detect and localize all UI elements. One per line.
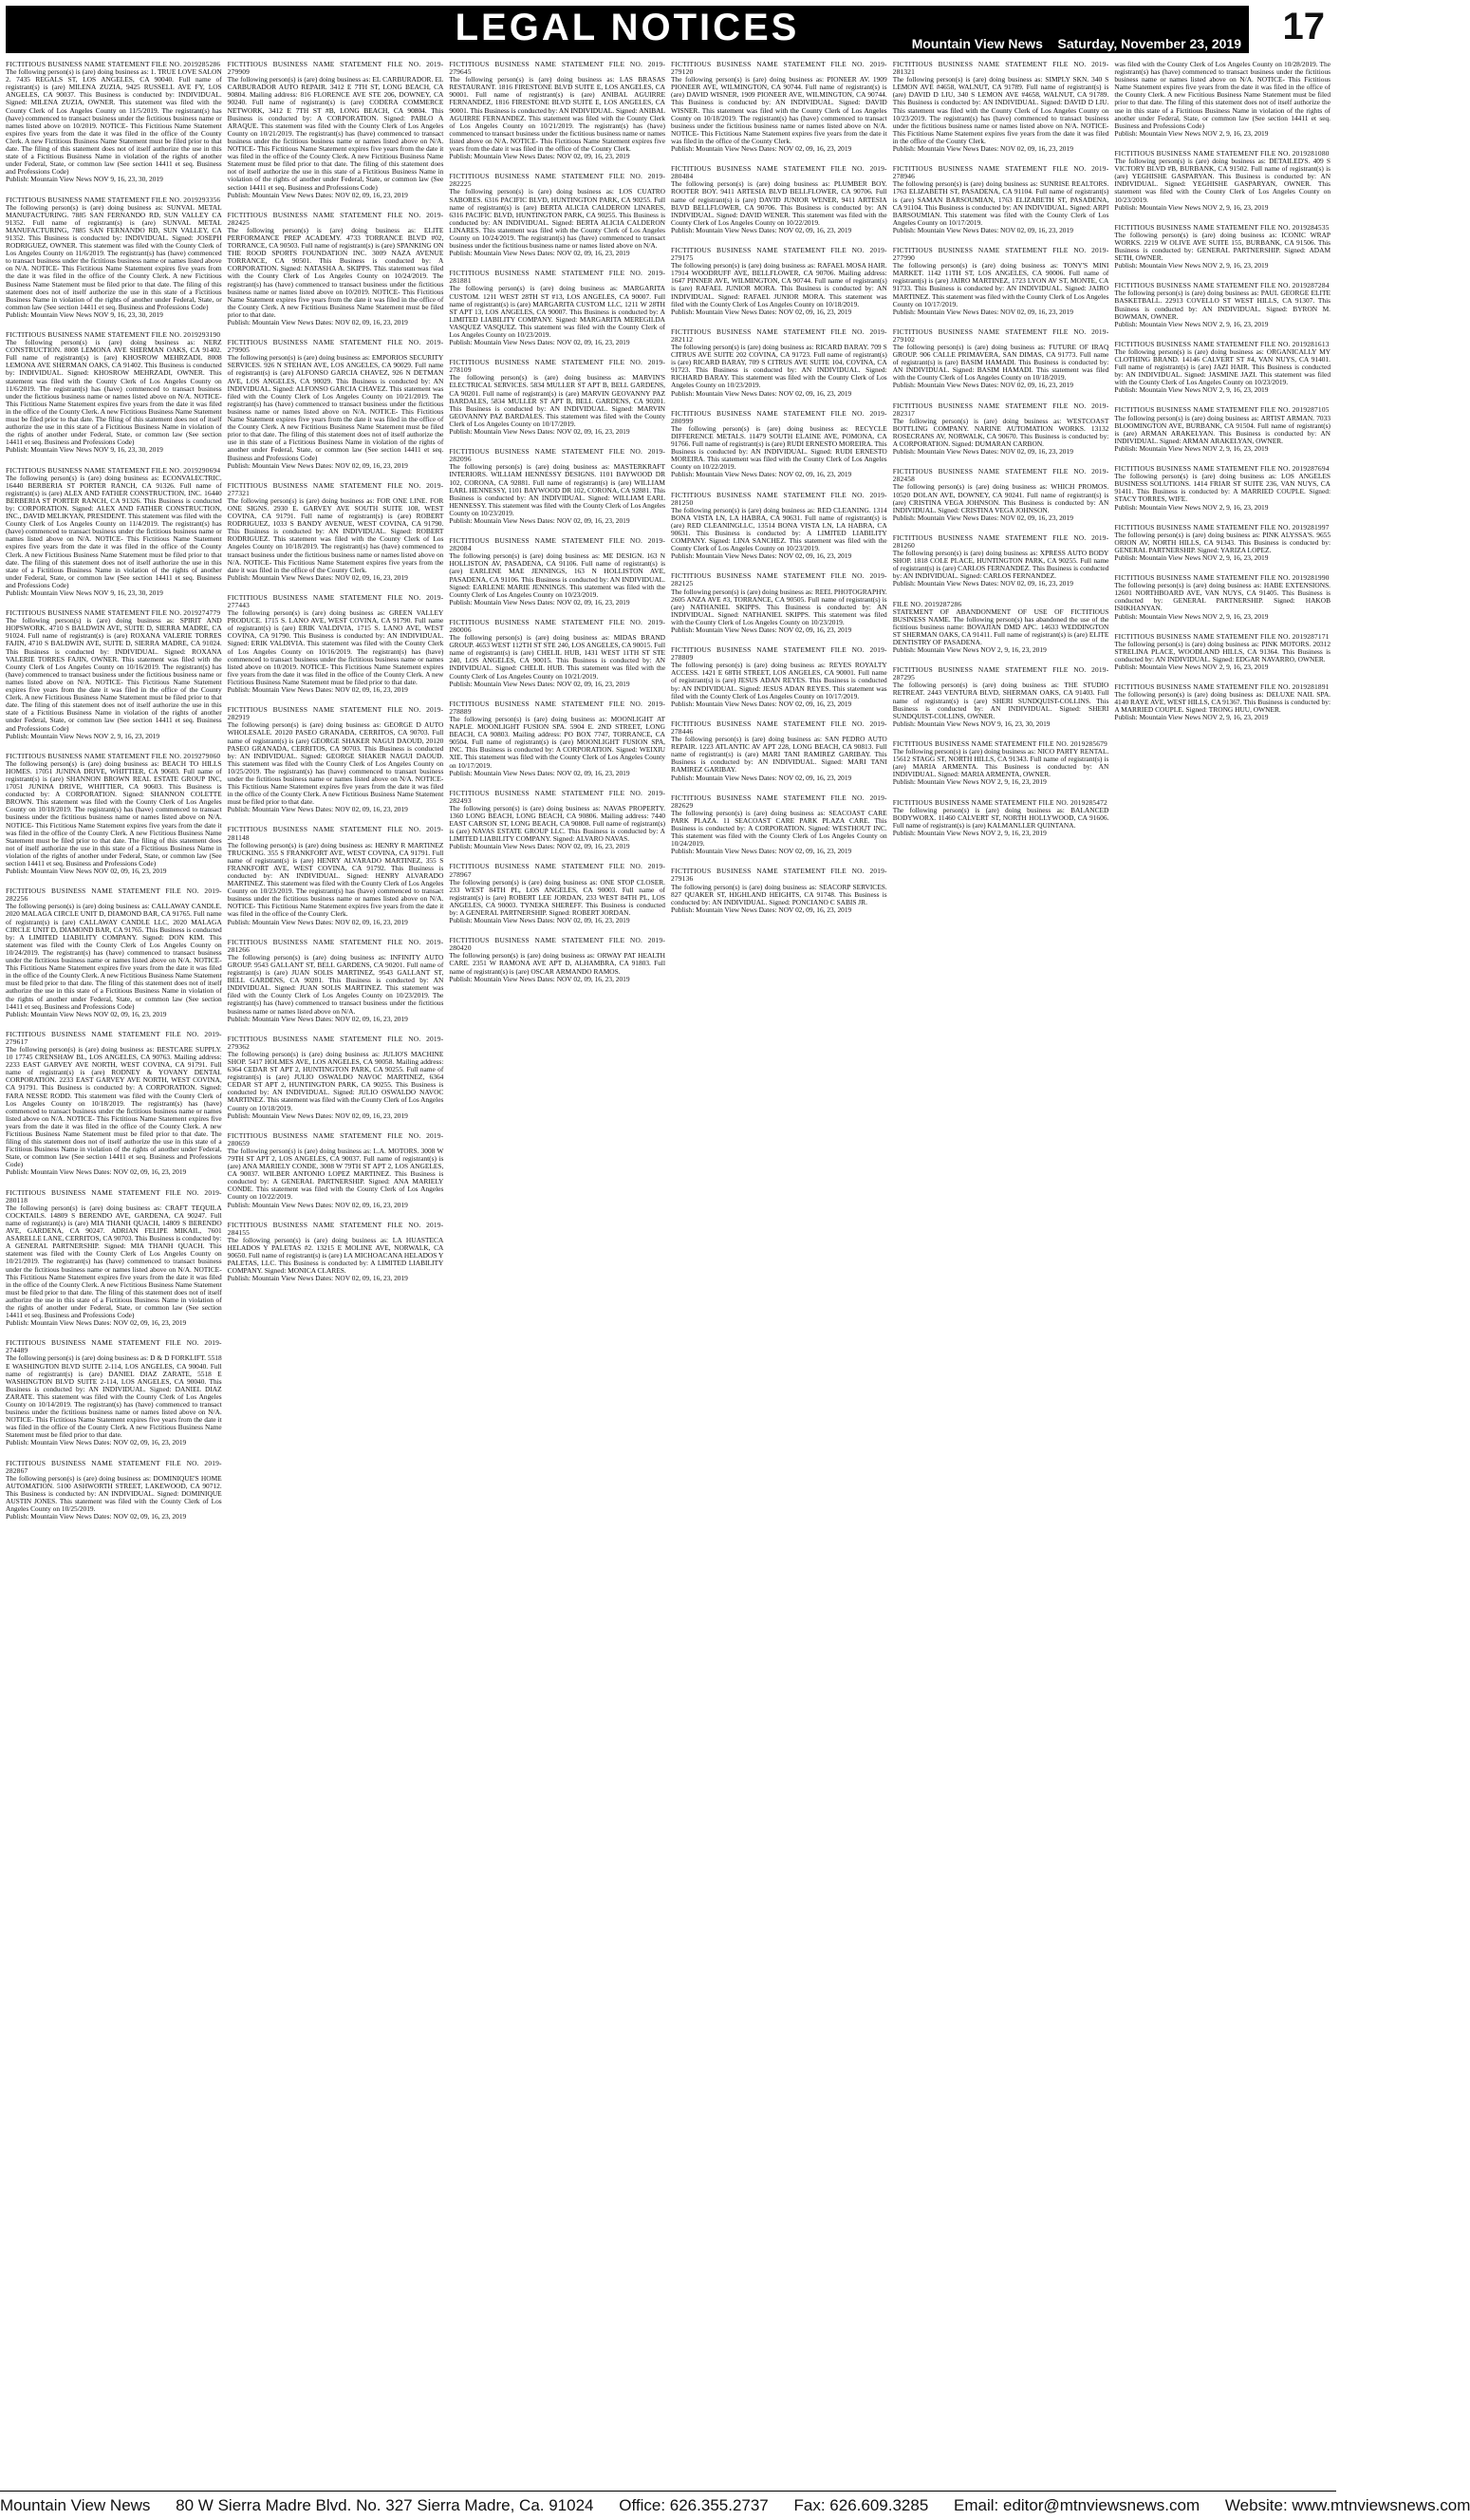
notice-publication-dates: Publish: Mountain View News Dates: NOV 02, 09, 16, 23, 2019 bbox=[6, 1167, 187, 1177]
legal-notice bbox=[1114, 406, 1330, 453]
footer-office: Office: 626.355.2737 bbox=[619, 2496, 769, 2514]
notice-title: FICTITIOUS BUSINESS NAME STATEMENT FILE NO. 2019-278446 bbox=[671, 719, 887, 736]
notice-publication-dates: Publish: Mountain View News Dates: NOV 02, 09, 16, 23, 2019 bbox=[449, 597, 630, 607]
legal-notice bbox=[1114, 224, 1330, 271]
legal-notice bbox=[671, 868, 887, 914]
notice-title: FICTITIOUS BUSINESS NAME STATEMENT FILE NO. 2019-279102 bbox=[892, 327, 1109, 344]
notice-body: was filed with the County Clerk of Los Angeles County on 10/28/2019. The registrant(s) has (have) commenced to transact business under the fictitious business name or names listed above on N/A. NOTICE- This Fictitious Name Statement expires five years from the date it was filed in the office of the County Clerk. A new Fictitious Business Name Statement must be filed prior to that date. The filing of this statement does not of itself authorize the use in this state of a Fictitious Business Name in violation of the rights of another under Federal, State, or common law (See section 14411 et seq. Business and Professions Code) bbox=[1114, 60, 1331, 130]
notice-publication-dates: Publish: Mountain View News NOV 9, 16, 23, 30, 2019 bbox=[892, 719, 1051, 728]
notice-title: FICTITIOUS BUSINESS NAME STATEMENT FILE NO. 2019-281266 bbox=[227, 937, 444, 954]
footer-address: 80 W Sierra Madre Blvd. No. 327 Sierra Madre, Ca. 91024 bbox=[176, 2496, 594, 2514]
notice-publication-dates: Publish: Mountain View News Dates: NOV 02, 09, 16, 23, 2019 bbox=[671, 625, 852, 634]
notice-publication-dates: Publish: Mountain View News NOV 9, 16, 23, 30, 2019 bbox=[6, 445, 163, 455]
legal-notice bbox=[893, 165, 1109, 234]
notice-body: The following person(s) is (are) doing business as: PLUMBER BOY. ROOTER BOY. 9411 ARTESIA BLVD BELLFLOWER, CA 90706. Full name of registrant(s) is (are) DAVID JUNIOR WENER, 9411 ARTESIA BLVD BELLFLOWER, CA 90706. This Business is conducted by: AN INDIVIDUAL. Signed: DAVID WENER. This statement was filed with the County Clerk of Los Angeles County on 10/22/2019. bbox=[671, 179, 887, 227]
notice-body: The following person(s) is (are) doing business as: HENRY R MARTINEZ TRUCKING. 355 S FRANKFORT AVE, WEST COVINA, CA 91791. Full name of registrant(s) is (are) HENRY ALVARADO MARTINEZ, 355 S FRANKFORT AVE, WEST COVINA, CA 91792. This Business is conducted by: AN INDIVIDUAL. Signed: HENRY ALVARADO MARTINEZ. This statement was filed with the County Clerk of Los Angeles County on 10/23/2019. The registrant(s) has (have) commenced to transact business under the fictitious business name or names listed above on N/A. NOTICE- This Fictitious Name Statement expires five years from the date it was filed in the office of the County Clerk. bbox=[227, 840, 444, 919]
legal-notice bbox=[449, 937, 665, 983]
legal-notice bbox=[671, 720, 887, 782]
notice-body: The following person(s) is (are) doing business as: ICONIC WRAP WORKS. 2219 W OLIVE AVE SUITE 155, BURBANK, CA 91506. This Business is conducted by: GENERAL PARTNERSHIP. Signed: ADAM SETH, OWNER. bbox=[1114, 230, 1331, 263]
legal-notice bbox=[6, 887, 222, 1018]
notice-publication-dates: Publish: Mountain View News Dates: NOV 02, 09, 16, 23, 2019 bbox=[449, 768, 630, 777]
notice-title: FICTITIOUS BUSINESS NAME STATEMENT FILE NO. 2019-274489 bbox=[6, 1338, 222, 1355]
notice-column bbox=[449, 61, 665, 2487]
notice-publication-dates: Publish: Mountain View News Dates: NOV 02, 09, 16, 23, 2019 bbox=[671, 551, 852, 561]
notice-title: FICTITIOUS BUSINESS NAME STATEMENT FILE NO. 2019-279645 bbox=[449, 60, 666, 77]
notice-body: The following person(s) is (are) doing business as: ECONVALECTRIC. 16440 BERBERIA ST PORTER RANCH, CA 91326. Full name of registrant(s) is (are) ALEX AND FATHER CONSTRUCTION, INC. 16440 BERBERIA ST PORTER RANCH, CA 91326. This Business is conducted by: CORPORATION. Signed: ALEX AND FATHER CONSTRUCTION, INC., DAVID MELIKYAN, PRESIDENT. This statement was filed with the County Clerk of Los Angeles County on 11/4/2019. The registrant(s) has (have) commenced to transact business under the fictitious business name or names listed above on N/A. NOTICE- This Fictitious Name Statement expires five years from the date it was filed in the office of the County Clerk. A new Fictitious Business Name Statement must be filed prior to that date. The filing of this statement does not of itself authorize the use in this state of a Fictitious Business Name in violation of the rights of another under Federal, State, or common law (See section 14411 et seq. Business and Professions Code) bbox=[6, 473, 222, 589]
notice-publication-dates: Publish: Mountain View News Dates: NOV 02, 09, 16, 23, 2019 bbox=[449, 427, 630, 437]
notice-title: FICTITIOUS BUSINESS NAME STATEMENT FILE NO. 2019-277321 bbox=[227, 480, 444, 497]
legal-notice bbox=[6, 61, 222, 184]
notice-title: FICTITIOUS BUSINESS NAME STATEMENT FILE NO. 2019281891 bbox=[1114, 682, 1330, 692]
legal-notice bbox=[1114, 341, 1330, 395]
notice-title: FICTITIOUS BUSINESS NAME STATEMENT FILE NO. 2019-282629 bbox=[671, 793, 887, 810]
notice-body: The following person(s) is (are) doing business as: SUNVAL METAL MANUFACTURING. 7885 SAN FERNANDO RD, SUN VALLEY CA 91352. Full name of registrant(s) is (are) SUNVAL METAL MANUFACTURING, 7885 SAN FERNANDO RD, SUN VALLEY, CA 91352. This Business is conducted by: INDIVIDUAL. Signed: JOSEPH RODRIGUEZ, OWNER. This statement was filed with the County Clerk of Los Angeles County on 11/6/2019. The registrant(s) has (have) commenced to transact business under the fictitious business name or names listed above on N/A. NOTICE- This Fictitious Name Statement expires five years from the date it was filed in the office of the County Clerk. A new Fictitious Business Name Statement must be filed prior to that date. The filing of this statement does not of itself authorize the use in this state of a Fictitious Business Name in violation of the rights of another under Federal, State, or common law (See section 14411 et seq. Business and Professions Code) bbox=[6, 202, 222, 311]
notice-body: The following person(s) is (are) doing business as: 1. TRUE LOVE SALON 2. 7435 REGALS ST, LOS ANGELES, CA 90040. Full name of registrant(s) is (are) MILENA ZUZIA, 9425 RUSSELL AVE FY, LOS ANGELES, CA 90037. This Business is conducted by: INDIVIDUAL. Signed: MILENA ZUZIA, OWNER. This statement was filed with the County Clerk of Los Angeles County on 11/5/2019. The registrant(s) has (have) commenced to transact business under the fictitious business name or names listed above on 10/2019. NOTICE- This Fictitious Name Statement expires five years from the date it was filed in the office of the County Clerk. A new Fictitious Business Name Statement must be filed prior to that date. The filing of this statement does not of itself authorize the use in this state of a Fictitious Business Name in violation of the rights of another under Federal, State, or common law (See section 14411 et seq. Business and Professions Code) bbox=[6, 67, 222, 177]
notice-body: The following person(s) is (are) doing business as: EL CARBURADOR. EL CARBURADOR AUTO REPAIR. 3412 E 7TH ST, LONG BEACH, CA 90804. Mailing address: 816 FLORENCE AVE STE 206, DOWNEY, CA 90240. Full name of registrant(s) is (are) CODERA COMMERCE NETWORK, 3412 E 7TH ST #B, LONG BEACH, CA 90804. This Business is conducted by: A CORPORATION. Signed: PABLO A ARAQUE. This statement was filed with the County Clerk of Los Angeles County on 10/21/2019. The registrant(s) has (have) commenced to transact business under the fictitious business name or names listed above on N/A. NOTICE- This Fictitious Name Statement expires five years from the date it was filed in the office of the County Clerk. A new Fictitious Business Name Statement must be filed prior to that date. The filing of this statement does not of itself authorize the use in this state of a Fictitious Business Name in violation of the rights of another under Federal, State, or common law (See section 14411 et seq. Business and Professions Code) bbox=[227, 75, 444, 192]
notice-title: FICTITIOUS BUSINESS NAME STATEMENT FILE NO. 2019287171 bbox=[1114, 631, 1330, 641]
notice-title: FICTITIOUS BUSINESS NAME STATEMENT FILE NO. 2019-279136 bbox=[671, 867, 887, 884]
notice-title: FICTITIOUS BUSINESS NAME STATEMENT FILE NO. 2019-280006 bbox=[449, 617, 666, 634]
legal-notice bbox=[449, 61, 665, 160]
notice-body: The following person(s) is (are) doing business as: FOR ONE LINE. FOR ONE SIGNS. 2930 E. GARVEY AVE SOUTH SUITE 108, WEST COVINA, CA 91791. Full name of registrant(s) is (are) ROBERT RODRIGUEZ, 1033 S BANDY AVENUE, WEST COVINA, CA 91790. This Business is conducted by: AN INDIVIDUAL. Signed: ROBERT RODRIGUEZ. This statement was filed with the County Clerk of Los Angeles County on 10/18/2019. The registrant(s) has (have) commenced to transact business under the fictitious business name or names listed above on N/A. NOTICE- This Fictitious Name Statement expires five years from the date it was filed in the office of the County Clerk. bbox=[227, 495, 444, 574]
notice-publication-dates: Publish: Mountain View News Dates: NOV 02, 09, 16, 23, 2019 bbox=[227, 685, 408, 695]
legal-notice bbox=[671, 410, 887, 479]
notice-title: FICTITIOUS BUSINESS NAME STATEMENT FILE NO. 2019-278946 bbox=[892, 164, 1109, 181]
notice-body: The following person(s) is (are) doing business as: RICARD BARAY. 709 S CITRUS AVE SUITE 202 COVINA, CA 91723. Full name of registrant(s) is (are) RICARD BARAY, 709 S CITRUS AVE SUITE 104, COVINA, CA 91723. This Business is conducted by: AN INDIVIDUAL. Signed: RICHARD BARAY. This statement was filed with the County Clerk of Los Angeles County on 10/23/2019. bbox=[671, 343, 887, 390]
notice-publication-dates: Publish: Mountain View News NOV 2, 9, 16, 23, 2019 bbox=[6, 731, 160, 740]
legal-notice bbox=[6, 609, 222, 740]
notice-title: FICTITIOUS BUSINESS NAME STATEMENT FILE NO. 2019290694 bbox=[6, 465, 221, 475]
notice-body: The following person(s) is (are) doing business as: NAVAS PROPERTY. 1360 LONG BEACH, LONG BEACH, CA 90806. Mailing address: 7440 EAST CARSON ST, LONG BEACH, CA 90808. Full name of registrant(s) is (are) NAVAS ESTATE GROUP LLC. This Business is conducted by: A LIMITED LIABILITY COMPANY. Signed: ALVARO NAVAS. bbox=[449, 803, 666, 844]
notice-publication-dates: Publish: Mountain View News Dates: NOV 02, 09, 16, 23, 2019 bbox=[671, 470, 852, 479]
notice-title: FICTITIOUS BUSINESS NAME STATEMENT FILE NO. 2019-281260 bbox=[892, 532, 1109, 550]
notice-body: The following person(s) is (are) doing business as: SEACORP SERVICES. 827 QUAKER ST, HIGHLAND HEIGHTS, CA 91748. This Business is conducted by: AN INDIVIDUAL. Signed: PONCIANO C SABIS JR. bbox=[671, 882, 887, 906]
notice-body: The following person(s) is (are) doing business as: CALLAWAY CANDLE. 2020 MALAGA CIRCLE UNIT D, DIAMOND BAR, CA 91765. Full name of registrant(s) is (are) CALLAWAY CANDLE LLC, 2020 MALAGA CIRCLE UNIT D, DIAMOND BAR, CA 91765. This Business is conducted by: A LIMITED LIABILITY COMPANY. Signed: DON KIM. This statement was filed with the County Clerk of Los Angeles County on 10/24/2019. The registrant(s) has (have) commenced to transact business under the fictitious business name or names listed above on N/A. NOTICE- This Fictitious Name Statement expires five years from the date it was filed in the office of the County Clerk. A new Fictitious Business Name Statement must be filed prior to that date. The filing of this statement does not of itself authorize the use in this state of a Fictitious Business Name in violation of the rights of another under Federal, State, or common law (See section 14411 et seq. Business and Professions Code) bbox=[6, 902, 222, 1011]
legal-notice bbox=[449, 359, 665, 436]
masthead bbox=[6, 6, 1330, 55]
notice-publication-dates: Publish: Mountain View News Dates: NOV 02, 09, 16, 23, 2019 bbox=[892, 579, 1073, 588]
notice-title: FICTITIOUS BUSINESS NAME STATEMENT FILE NO. 2019-278889 bbox=[449, 699, 666, 716]
legal-notice bbox=[1114, 465, 1330, 512]
notice-column bbox=[228, 61, 444, 2487]
notice-body: The following person(s) is (are) doing business as: DOMINIQUE'S HOME AUTOMATION. 5100 ASHWORTH STREET, LAKEWOOD, CA 90712. This Business is conducted by: AN INDIVIDUAL. Signed: DOMINIQUE AUSTIN JONES. This statement was filed with the County Clerk of Los Angeles County on 10/25/2019. bbox=[6, 1473, 222, 1514]
notice-publication-dates: Publish: Mountain View News NOV 2, 9, 16, 23, 2019 bbox=[1114, 202, 1269, 212]
notice-body: The following person(s) is (are) doing business as: D & D FORKLIFT. 5518 E WASHINGTON BLVD SUITE 2-114, LOS ANGELES, CA 90040. Full name of registrant(s) is (are) DANIEL DIAZ ZARATE, 5518 E WASHINGTON BLVD SUITE 2-114, LOS ANGELES, CA 90040. This Business is conducted by: AN INDIVIDUAL. Signed: DANIEL DIAZ ZARATE. This statement was filed with the County Clerk of Los Angeles County on 10/14/2019. The registrant(s) has (have) commenced to transact business under the fictitious business name or names listed above on N/A. NOTICE- This Fictitious Name Statement expires five years from the date it was filed in the office of the County Clerk. A new Fictitious Business Name Statement must be filed prior to that date. bbox=[6, 1353, 222, 1440]
notice-body: The following person(s) is (are) doing business as: DETAILED'S. 409 S VICTORY BLVD #B, BURBANK, CA 91502. Full name of registrant(s) is (are) YEGHISHE GASPARYAN. This Business is conducted by: AN INDIVIDUAL. Signed: YEGHISHE GASPARYAN, OWNER. This statement was filed with the County Clerk of Los Angeles County on 10/23/2019. bbox=[1114, 157, 1331, 204]
legal-notice bbox=[893, 534, 1109, 588]
notice-publication-dates: Publish: Mountain View News Dates: NOV 02, 09, 16, 23, 2019 bbox=[671, 847, 852, 856]
legal-notice bbox=[671, 61, 887, 153]
notice-publication-dates: Publish: Mountain View News Dates: NOV 02, 09, 16, 23, 2019 bbox=[6, 1318, 187, 1328]
notice-body: The following person(s) is (are) doing business as: RED CLEANING. 1314 BONA VISTA LN, LA HABRA, CA 90631. Full name of registrant(s) is (are) RED CLEANINGLLC, 13514 BONA VISTA LN, LA HABRA, CA 90631. This Business is conducted by: A LIMITED LIABILITY COMPANY. Signed: LINA SANCHEZ. This statement was filed with the County Clerk of Los Angeles County on 10/23/2019. bbox=[671, 505, 887, 553]
legal-notice bbox=[228, 1132, 444, 1209]
notice-body: The following person(s) is (are) doing business as: L.A. MOTORS. 3008 W 79TH ST APT 2, LOS ANGELES, CA 90037. Full name of registrant(s) is (are) ANA MARIELY CONDE, 3008 W 79TH ST APT 2, LOS ANGELES, CA 90037. WILBER ANTONIO LOPEZ MARTINEZ. This Business is conducted by: A GENERAL PARTNERSHIP. Signed: ANA MARIELY CONDE. This statement was filed with the County Clerk of Los Angeles County on 10/22/2019. bbox=[227, 1146, 444, 1202]
notice-body: The following person(s) is (are) doing business as: LAS BRASAS RESTAURANT. 1816 FIRESTONE BLVD SUITE E, LOS ANGELES, CA 90001. Full name of registrant(s) is (are) ANIBAL AGUIRRE FERNANDEZ, 1816 FIRESTONE BLVD SUITE E, LOS ANGELES, CA 90001. This Business is conducted by: AN INDIVIDUAL. Signed: ANIBAL AGUIRRE FERNANDEZ. This statement was filed with the County Clerk of Los Angeles County on 10/21/2019. The registrant(s) has (have) commenced to transact business under the fictitious business name or names listed above on N/A. NOTICE- This Fictitious Name Statement expires five years from the date it was filed in the office of the County Clerk. bbox=[449, 75, 666, 154]
notice-body: The following person(s) is (are) doing business as: ONE STOP CLOSER. 233 WEST 84TH PL, LOS ANGELES, CA 90003. Full name of registrant(s) is (are) ROBERT LEE JORDAN, 233 WEST 84TH PL, LOS ANGELES, CA 90003. TYNEKA SHEREFF. This Business is conducted by: A GENERAL PARTNERSHIP. Signed: ROBERT JORDAN. bbox=[449, 877, 666, 917]
notice-title: FICTITIOUS BUSINESS NAME STATEMENT FILE NO. 2019-278109 bbox=[449, 358, 666, 375]
notice-body: The following person(s) is (are) doing business as: ORWAY PAT HEALTH CARE. 2351 W RAMONA AVE APT D, ALHAMBRA, CA 91803. Full name of registrant(s) is (are) OSCAR ARMANDO RAMOS. bbox=[449, 951, 666, 976]
notice-publication-dates: Publish: Mountain View News NOV 02, 09, 16, 23, 2019 bbox=[6, 867, 167, 876]
notice-publication-dates: Publish: Mountain View News NOV 2, 9, 16, 23, 2019 bbox=[892, 828, 1047, 837]
notice-body: The following person(s) is (are) doing business as: JULIO'S MACHINE SHOP. 5417 HOLMES AVE, LOS ANGELES, CA 90058. Mailing address: 6364 CEDAR ST APT 2, HUNTINGTON PARK, CA 90255. Full name of registrant(s) is (are) JULIO OSWALDO NAVOC MARTINEZ, 6364 CEDAR ST APT 2, HUNTINGTON PARK, CA 90255. This Business is conducted by: AN INDIVIDUAL. Signed: JULIO OSWALDO NAVOC MARTINEZ. This statement was filed with the County Clerk of Los Angeles County on 10/18/2019. bbox=[227, 1049, 444, 1112]
legal-notice bbox=[893, 740, 1109, 787]
legal-notice bbox=[6, 1460, 222, 1521]
legal-notice bbox=[6, 467, 222, 598]
notice-title: FICTITIOUS BUSINESS NAME STATEMENT FILE NO. 2019-279905 bbox=[227, 338, 444, 355]
notice-publication-dates: Publish: Mountain View News Dates: NOV 02, 09, 16, 23, 2019 bbox=[227, 917, 408, 926]
notice-publication-dates: Publish: Mountain View News Dates: NOV 02, 09, 16, 23, 2019 bbox=[449, 338, 630, 347]
notice-publication-dates: Publish: Mountain View News Dates: NOV 02, 09, 16, 23, 2019 bbox=[449, 974, 630, 983]
notice-publication-dates: Publish: Mountain View News Dates: NOV 02, 09, 16, 23, 2019 bbox=[449, 916, 630, 925]
notice-body: The following person(s) is (are) doing business as: ORGANICALLY MY CLOTHING BRAND. 14146 CALVERT ST #4, VAN NUYS, CA 91401. Full name of registrant(s) is (are) JAZI HAIR. This Business is conducted by: AN INDIVIDUAL. Signed: JASMINE JAZI. This statement was filed with the County Clerk of Los Angeles County on 10/23/2019. bbox=[1114, 346, 1331, 387]
notice-publication-dates: Publish: Mountain View News Dates: NOV 02, 09, 16, 23, 2019 bbox=[227, 318, 408, 327]
notice-title: FICTITIOUS BUSINESS NAME STATEMENT FILE NO. 2019281990 bbox=[1114, 573, 1330, 583]
notice-title: FICTITIOUS BUSINESS NAME STATEMENT FILE NO. 2019-280659 bbox=[227, 1130, 444, 1148]
legal-notice bbox=[1114, 633, 1330, 671]
notice-title: FICTITIOUS BUSINESS NAME STATEMENT FILE NO. 2019-279362 bbox=[227, 1034, 444, 1051]
notice-title: FICTITIOUS BUSINESS NAME STATEMENT FILE NO. 2019-277990 bbox=[892, 245, 1109, 263]
legal-notice bbox=[893, 402, 1109, 457]
notice-publication-dates: Publish: Mountain View News Dates: NOV 02, 09, 16, 23, 2019 bbox=[671, 388, 852, 398]
notice-body: The following person(s) is (are) doing business as: FUTURE OF IRAQ GROUP. 906 CALLE PRIMAVERA, SAN DIMAS, CA 91773. Full name of registrant(s) is (are) BASIM HAMADI. This Business is conducted by: AN INDIVIDUAL. Signed: BASIM HAMADI. This statement was filed with the County Clerk of Los Angeles County on 10/18/2019. bbox=[892, 343, 1109, 383]
legal-notice bbox=[893, 601, 1109, 655]
notice-body: The following person(s) is (are) doing business as: PINK MOTORS. 20312 STRELINA PLACE, WOODLAND HILLS, CA 91364. This Business is conducted by: AN INDIVIDUAL. Signed: EDGAR NAVARRO, OWNER. bbox=[1114, 639, 1331, 663]
notice-publication-dates: Publish: Mountain View News Dates: NOV 02, 09, 16, 23, 2019 bbox=[449, 152, 630, 161]
legal-notice bbox=[671, 328, 887, 398]
notice-body: The following person(s) is (are) doing business as: ELITE PERFORMANCE PREP ACADEMY. 4733 TORRANCE BLVD #02, TORRANCE, CA 90503. Full name of registrant(s) is (are) SPANKING ON THE ROOD SPORTS FOUNDATION INC. 3009 NAZA AVENUE TORRANCE, CA 90501. This Business is conducted by: A CORPORATION. Signed: NATASHA A. SKIPPS. This statement was filed with the County Clerk of Los Angeles County on 10/24/2019. The registrant(s) has (have) commenced to transact business under the fictitious business name or names listed above on 10/2019. NOTICE- This Fictitious Name Statement expires five years from the date it was filed in the office of the County Clerk. A new Fictitious Business Name Statement must be filed prior to that date. bbox=[227, 225, 444, 319]
notice-title: FICTITIOUS BUSINESS NAME STATEMENT FILE NO. 2019281613 bbox=[1114, 339, 1330, 348]
notice-publication-dates: Publish: Mountain View News NOV 2, 9, 16, 23, 2019 bbox=[1114, 502, 1269, 512]
notice-publication-dates: Publish: Mountain View News NOV 2, 9, 16, 23, 2019 bbox=[1114, 663, 1269, 671]
notice-title: FICTITIOUS BUSINESS NAME STATEMENT FILE NO. 2019-282493 bbox=[449, 788, 666, 805]
legal-notice bbox=[893, 328, 1109, 390]
notice-title: FICTITIOUS BUSINESS NAME STATEMENT FILE NO. 2019285679 bbox=[892, 738, 1107, 748]
notice-column bbox=[1114, 61, 1330, 2487]
notice-title: FICTITIOUS BUSINESS NAME STATEMENT FILE NO. 2019-279909 bbox=[227, 60, 444, 77]
legal-notice bbox=[6, 1031, 222, 1177]
notice-title: FICTITIOUS BUSINESS NAME STATEMENT FILE NO. 2019-278967 bbox=[449, 862, 666, 879]
notice-publication-dates: Publish: Mountain View News NOV 9, 16, 23, 30, 2019 bbox=[6, 175, 163, 184]
notice-body: The following person(s) is (are) doing business as: MARVIN'S ELECTRICAL SERVICES. 5834 MULLER ST APT B, BELL GARDENS, CA 90201. Full name of registrant(s) is (are) MARVIN GEOVANNY PAZ BARDALES, 5834 MULLER ST APT B, BELL GARDENS, CA 90201. This Business is conducted by: AN INDIVIDUAL. Signed: MARVIN GEOVANNY PAZ BARDALES. This statement was filed with the County Clerk of Los Angeles County on 10/17/2019. bbox=[449, 373, 666, 428]
notice-title: FICTITIOUS BUSINESS NAME STATEMENT FILE NO. 2019279060 bbox=[6, 751, 221, 760]
legal-notice bbox=[449, 619, 665, 688]
legal-notice bbox=[671, 492, 887, 561]
notice-body: The following person(s) is (are) doing business as: GREEN VALLEY PRODUCE. 1715 S. LANO AVE, WEST COVINA, CA 91790. Full name of registrant(s) is (are) ERIK VALDIVIA, 1715 S. LANO AVE, WEST COVINA, CA 91790. This Business is conducted by: AN INDIVIDUAL. Signed: ERIK VALDIVIA. This statement was filed with the County Clerk of Los Angeles County on 10/16/2019. The registrant(s) has (have) commenced to transact business under the fictitious business name or names listed above on 10/2019. NOTICE- This Fictitious Name Statement expires five years from the date it was filed in the office of the County Clerk. A new Fictitious Business Name Statement must be filed prior to that date. bbox=[227, 608, 444, 686]
notice-body: The following person(s) is (are) doing business as: EMPORIOS SECURITY SERVICES. 926 N STEHAN AVE, LOS ANGELES, CA 90029. Full name of registrant(s) is (are) ALFONSO GARCIA CHAVEZ, 926 N DETMAN AVE, LOS ANGELES, CA 90029. This Business is conducted by: AN INDIVIDUAL. Signed: ALFONSO GARCIA CHAVEZ. This statement was filed with the County Clerk of Los Angeles County on 10/21/2019. The registrant(s) has (have) commenced to transact business under the fictitious business name or names listed above on N/A. NOTICE- This Fictitious Name Statement expires five years from the date it was filed in the office of the County Clerk. A new Fictitious Business Name Statement must be filed prior to that date. The filing of this statement does not of itself authorize the use in this state of a Fictitious Business Name in violation of the rights of another under Federal, State, or common law (See section 14411 et seq. Business and Professions Code) bbox=[227, 353, 444, 462]
notice-body: The following person(s) is (are) doing business as: LA HUASTECA HELADOS Y PALETAS #2. 13215 E MOLINE AVE, NORWALK, CA 90650. Full name of registrant(s) is (are) LA MICHOACANA HELADOS Y PALETAS, LLC. This Business is conducted by: A LIMITED LIABILITY COMPANY. Signed: MONICA CLARES. bbox=[227, 1235, 444, 1276]
notice-body: The following person(s) is (are) doing business as: BALANCED BODYWORX. 11460 CALVERT ST, NORTH HOLLYWOOD, CA 91606. Full name of registrant(s) is (are) KALMANLLER QUINTANA. bbox=[892, 805, 1109, 830]
notice-title: FICTITIOUS BUSINESS NAME STATEMENT FILE NO. 2019-282919 bbox=[227, 705, 444, 722]
legal-notice bbox=[893, 799, 1109, 837]
notice-title: FICTITIOUS BUSINESS NAME STATEMENT FILE NO. 2019-281148 bbox=[227, 825, 444, 842]
notice-body: The following person(s) is (are) doing business as: CRAFT TEQUILA COCKTAILS. 14809 S BERENDO AVE, GARDENA, CA 90247. Full name of registrant(s) is (are) MIA THANH QUACH, 14809 S BERENDO AVE, GARDENA, CA 90247. ADRIAN FELIPE MIKAIL, 7601 ASARELLE LANE, CERRITOS, CA 90703. This Business is conducted by: A GENERAL PARTNERSHIP. Signed: MIA THANH QUACH. This statement was filed with the County Clerk of Los Angeles County on 10/21/2019. The registrant(s) has (have) commenced to transact business under the fictitious business name or names listed above on N/A. NOTICE- This Fictitious Name Statement expires five years from the date it was filed in the office of the County Clerk. A new Fictitious Business Name Statement must be filed prior to that date. The filing of this statement does not of itself authorize the use in this state of a Fictitious Business Name in violation of the rights of another under Federal, State, or common law (See section 14411 et seq. Business and Professions Code) bbox=[6, 1203, 222, 1320]
notice-publication-dates: Publish: Mountain View News Dates: NOV 02, 09, 16, 23, 2019 bbox=[671, 773, 852, 782]
notice-publication-dates: Publish: Mountain View News NOV 2, 9, 16, 23, 2019 bbox=[1114, 319, 1269, 328]
notice-body: The following person(s) is (are) doing business as: RECYCLE DIFFERENCE METALS. 11479 SOUTH ELAINE AVE, POMONA, CA 91766. Full name of registrant(s) is (are) RUDI ERNESTO MOREIRA. This Business is conducted by: AN INDIVIDUAL. Signed: RUDI ERNESTO MOREIRA. This statement was filed with the County Clerk of Los Angeles County on 10/22/2019. bbox=[671, 423, 887, 472]
footer-fax: Fax: 626.609.3285 bbox=[793, 2496, 929, 2514]
legal-notice bbox=[1114, 150, 1330, 212]
notice-publication-dates: Publish: Mountain View News NOV 9, 16, 23, 30, 2019 bbox=[6, 588, 163, 597]
notice-publication-dates: Publish: Mountain View News Dates: NOV 02, 09, 16, 23, 2019 bbox=[892, 447, 1073, 457]
notice-title: FICTITIOUS BUSINESS NAME STATEMENT FILE NO. 2019-280420 bbox=[449, 936, 666, 953]
legal-notice bbox=[671, 646, 887, 708]
legal-notice bbox=[671, 165, 887, 234]
notice-publication-dates: Publish: Mountain View News Dates: NOV 02, 09, 16, 23, 2019 bbox=[892, 307, 1073, 316]
notice-publication-dates: Publish: Mountain View News Dates: NOV 02, 09, 16, 23, 2019 bbox=[227, 1111, 408, 1120]
notice-publication-dates: Publish: Mountain View News NOV 2, 9, 16, 23, 2019 bbox=[1114, 611, 1269, 621]
notice-body: The following person(s) is (are) doing business as: PIONEER AV. 1909 PIONEER AVE, WILMINGTON, CA 90744. Full name of registrant(s) is (are) DAVID WISNER, 1909 PIONEER AVE, WILMINGTON, CA 90744. This Business is conducted by: AN INDIVIDUAL. Signed: DAVID WISNER. This statement was filed with the County Clerk of Los Angeles County on 10/18/2019. The registrant(s) has (have) commenced to transact business under the fictitious business name or names listed above on N/A. NOTICE- This Fictitious Name Statement expires five years from the date it was filed in the office of the County Clerk. bbox=[671, 75, 887, 145]
notice-publication-dates: Publish: Mountain View News NOV 2, 9, 16, 23, 2019 bbox=[1114, 443, 1269, 453]
notice-title: FICTITIOUS BUSINESS NAME STATEMENT FILE NO. 2019-277443 bbox=[227, 592, 444, 609]
legal-notice bbox=[449, 448, 665, 525]
page-number: 17 bbox=[1282, 6, 1325, 47]
notice-title: FICTITIOUS BUSINESS NAME STATEMENT FILE NO. 2019-284155 bbox=[227, 1220, 444, 1237]
notice-publication-dates: Publish: Mountain View News Dates: NOV 02, 09, 16, 23, 2019 bbox=[449, 679, 630, 688]
notice-title: FICTITIOUS BUSINESS NAME STATEMENT FILE NO. 2019285286 bbox=[6, 60, 221, 68]
notice-body: The following person(s) is (are) doing business as: REYES ROYALTY ACCESS. 1421 E 68TH STREET, LOS ANGELES, CA 90001. Full name of registrant(s) is (are) JESUS ADAN REYES. This Business is conducted by: AN INDIVIDUAL. Signed: JESUS ADAN REYES. This statement was filed with the County Clerk of Los Angeles County on 10/17/2019. bbox=[671, 661, 887, 700]
notice-body: The following person(s) is (are) doing business as: MASTERKRAFT INTERIORS. WILLIAM HENNESSY DESIGNS. 1101 BAYWOOD DR 102, CORONA, CA 92881. Full name of registrant(s) is (are) WILLIAM EARL HENNESSY, 1101 BAYWOOD DR 102, CORONA, CA 92881. This Business is conducted by: AN INDIVIDUAL. Signed: WILLIAM EARL HENNESSY. This statement was filed with the County Clerk of Los Angeles County on 10/23/2019. bbox=[449, 462, 666, 517]
notice-body: STATEMENT OF ABANDONMENT OF USE OF FICTITIOUS BUSINESS NAME. The following person(s) has abandoned the use of the fictitious business name: BOVAJIAN DMD APC. 14633 WEDDINGTON ST SHERMAN OAKS, CA 91411. Full name of registrant(s) is (are) ELITE DENTISTRY OF PASADENA. bbox=[892, 607, 1109, 646]
legal-notice bbox=[893, 61, 1109, 153]
notice-title: FICTITIOUS BUSINESS NAME STATEMENT FILE NO. 2019-282867 bbox=[6, 1458, 222, 1475]
legal-notice bbox=[1114, 61, 1330, 138]
notice-body: The following person(s) is (are) doing business as: SEACOAST CARE PARK PLAZA. 11 SEACOAST CARE PARK PLAZA CARE. This Business is conducted by: A CORPORATION. Signed: WESTHOUT INC. This statement was filed with the County Clerk of Los Angeles County on 10/24/2019. bbox=[671, 808, 887, 849]
notice-publication-dates: Publish: Mountain View News Dates: NOV 02, 09, 16, 23, 2019 bbox=[671, 699, 852, 708]
notice-title: FICTITIOUS BUSINESS NAME STATEMENT FILE NO. 2019-278809 bbox=[671, 645, 887, 663]
legal-notice bbox=[671, 794, 887, 856]
legal-notice bbox=[228, 826, 444, 925]
legal-notice bbox=[228, 706, 444, 813]
notice-title: FICTITIOUS BUSINESS NAME STATEMENT FILE NO. 2019-282425 bbox=[227, 210, 444, 227]
legal-notice bbox=[6, 1189, 222, 1328]
notice-publication-dates: Publish: Mountain View News Dates: NOV 02, 09, 16, 23, 2019 bbox=[227, 190, 408, 199]
notice-title: FICTITIOUS BUSINESS NAME STATEMENT FILE NO. 2019281080 bbox=[1114, 148, 1330, 158]
notice-body: The following person(s) is (are) doing business as: MOONLIGHT AT NAPLE. MOONLIGHT FUSION SPA. 5904 E. 2ND STREET, LONG BEACH, CA 90803. Mailing address: PO BOX 7747, TORRANCE, CA 90504. Full name of registrant(s) is (are) MOONLIGHT FUSION SPA, INC. This Business is conducted by: A CORPORATION. Signed: WEIXIU XIE. This statement was filed with the County Clerk of Los Angeles County on 10/17/2019. bbox=[449, 714, 666, 770]
legal-notice bbox=[228, 1036, 444, 1120]
notice-body: The following person(s) is (are) doing business as: TONY'S MINI MARKET. 1142 11TH ST, LOS ANGELES, CA 90006. Full name of registrant(s) is (are) JAIRO MARTINEZ, 1723 LYON AV ST, MONTE, CA 91733. This Business is conducted by: AN INDIVIDUAL. Signed: JAIRO MARTINEZ. This statement was filed with the County Clerk of Los Angeles County on 10/17/2019. bbox=[892, 261, 1109, 308]
notice-column bbox=[893, 61, 1109, 2487]
notice-body: The following person(s) is (are) doing business as: WESTCOAST BOTTLING COMPANY. NARINE AUTOMATION WORKS. 13132 ROSECRANS AV, NORWALK, CA 90670. This Business is conducted by: A CORPORATION. Signed: DUMARAN CARBON. bbox=[892, 416, 1109, 449]
footer-email: Email: editor@mtnviewsnews.com bbox=[954, 2496, 1200, 2514]
notice-publication-dates: Publish: Mountain View News Dates: NOV 02, 09, 16, 23, 2019 bbox=[671, 225, 852, 234]
notice-body: The following person(s) is (are) doing business as: XPRESS AUTO BODY SHOP. 1818 COLE PLACE, HUNTINGTON PARK, CA 90255. Full name of registrant(s) is (are) CARLOS FERNANDEZ. This Business is conducted by: AN INDIVIDUAL. Signed: CARLOS FERNANDEZ. bbox=[892, 549, 1109, 581]
notice-body: The following person(s) is (are) doing business as: LOS CUATRO SABORES. 6316 PACIFIC BLVD, HUNTINGTON PARK, CA 90255. Full name of registrant(s) is (are) BERTA ALICIA CALDERON LINARES, 6316 PACIFIC BLVD, HUNTINGTON PARK, CA 90255. This Business is conducted by: AN INDIVIDUAL. Signed: BERTA ALICIA CALDERON LINARES. This statement was filed with the County Clerk of Los Angeles County on 10/24/2019. The registrant(s) has (have) commenced to transact business under the fictitious business name or names listed above on N/A. bbox=[449, 187, 666, 251]
notice-publication-dates: Publish: Mountain View News NOV 2, 9, 16, 23, 2019 bbox=[1114, 385, 1269, 395]
legal-notice bbox=[449, 537, 665, 607]
notice-publication-dates: Publish: Mountain View News Dates: NOV 02, 09, 16, 23, 2019 bbox=[227, 460, 408, 470]
notice-title: FICTITIOUS BUSINESS NAME STATEMENT FILE NO. 2019-287295 bbox=[892, 665, 1109, 682]
notice-publication-dates: Publish: Mountain View News NOV 2, 9, 16, 23, 2019 bbox=[1114, 261, 1269, 271]
notice-body: The following person(s) is (are) doing business as: BESTCARE SUPPLY. 10 17745 CRENSHAW BL, LOS ANGELES, CA 90763. Mailing address: 2233 EAST GARVEY AVE NORTH, WEST COVINA, CA 91791. Full name of registrant(s) is (are) RODNEY & YOVANY DENTAL CORPORATION. 2233 EAST GARVEY AVE NORTH, WEST COVINA, CA 91791. This Business is conducted by: A CORPORATION. Signed: FARA NESSE RODD. This statement was filed with the County Clerk of Los Angeles County on 10/18/2019. The registrant(s) has (have) commenced to transact business under the fictitious business name or names listed above on N/A. NOTICE- This Fictitious Name Statement expires five years from the date it was filed in the office of the County Clerk. A new Fictitious Business Name Statement must be filed prior to that date. The filing of this statement does not of itself authorize the use in this state of a Fictitious Business Name in violation of the rights of another under Federal, State, or common law (See section 14411 et seq. Business and Professions Code) bbox=[6, 1044, 222, 1169]
legal-notice bbox=[228, 1222, 444, 1283]
section-title: LEGAL NOTICES bbox=[455, 7, 800, 48]
legal-notice bbox=[228, 939, 444, 1023]
notice-publication-dates: Publish: Mountain View News Dates: NOV 02, 09, 16, 23, 2019 bbox=[892, 381, 1073, 390]
legal-notice bbox=[6, 331, 222, 455]
notice-body: The following person(s) is (are) doing business as: SPIRIT AND HOPSWORK. 4710 S BALDWIN AVE, SUITE D, SIERRA MADRE, CA 91024. Full name of registrant(s) is (are) ROXANA VALERIE TORRES FAJIN, 4710 S BALDWIN AVE, SUITE D, SIERRA MADRE, CA 91024. This Business is conducted by: INDIVIDUAL. Signed: ROXANA VALERIE TORRES FAJIN, OWNER. This statement was filed with the County Clerk of Los Angeles County on 10/16/2019. The registrant(s) has (have) commenced to transact business under the fictitious business name or names listed above on N/A. NOTICE- This Fictitious Name Statement expires five years from the date it was filed in the office of the County Clerk. A new Fictitious Business Name Statement must be filed prior to that date. The filing of this statement does not of itself authorize the use in this state of a Fictitious Business Name in violation of the rights of another under Federal, State, or common law (See section 14411 et seq. Business and Professions Code) bbox=[6, 616, 222, 733]
notice-body: The following person(s) is (are) doing business as: GEORGE D AUTO WHOLESALE. 20120 PASEO GRANADA, CERRITOS, CA 90703. Full name of registrant(s) is (are) GEORGE SHAKER NAGUI DAOUD, 20120 PASEO GRANADA, CERRITOS, CA 90703. This Business is conducted by: AN INDIVIDUAL. Signed: GEORGE SHAKER NAGUI DAOUD. This statement was filed with the County Clerk of Los Angeles County on 10/25/2019. The registrant(s) has (have) commenced to transact business under the fictitious business name or names listed above on N/A. NOTICE- This Fictitious Name Statement expires five years from the date it was filed in the office of the County Clerk. A new Fictitious Business Name Statement must be filed prior to that date. bbox=[227, 720, 444, 807]
notice-publication-dates: Publish: Mountain View News Dates: NOV 02, 09, 16, 23, 2019 bbox=[671, 144, 852, 154]
legal-notice bbox=[893, 468, 1109, 522]
notice-title: FICTITIOUS BUSINESS NAME STATEMENT FILE NO. 2019-282112 bbox=[671, 327, 887, 344]
notice-publication-dates: Publish: Mountain View News Dates: NOV 02, 09, 16, 23, 2019 bbox=[6, 1438, 187, 1447]
notice-body: The following person(s) is (are) doing business as: HABE EXTENSIONS. 12601 NORTHBOARD AVE, VAN NUYS, CA 91405. This Business is conducted by: GENERAL PARTNERSHIP. Signed: HAKOB ISHKHANYAN. bbox=[1114, 581, 1331, 613]
legal-notice bbox=[6, 1339, 222, 1447]
notice-body: The following person(s) is (are) doing business as: THE STUDIO RETREAT. 2443 VENTURA BLVD, SHERMAN OAKS, CA 91403. Full name of registrant(s) is (are) SHERI SUNDQUIST-COLLINS. This Business is conducted by: AN INDIVIDUAL. Signed: SHERI SUNDQUIST-COLLINS, OWNER. bbox=[892, 681, 1109, 720]
legal-notice bbox=[449, 700, 665, 777]
legal-notice bbox=[228, 212, 444, 327]
notice-body: The following person(s) is (are) doing business as: MARGARITA CUSTOM. 1211 WEST 28TH ST #13, LOS ANGELES, CA 90007. Full name of registrant(s) is (are) MARGARITA CUSTOM LLC, 1211 W 28TH ST APT 13, LOS ANGELES, CA 90007. This Business is conducted by: A LIMITED LIABILITY COMPANY. Signed: MARGARITA MEREGILDA VASQUEZ VASQUEZ. This statement was filed with the County Clerk of Los Angeles County on 10/23/2019. bbox=[449, 284, 666, 339]
legal-notice bbox=[6, 753, 222, 876]
notice-title: FICTITIOUS BUSINESS NAME STATEMENT FILE NO. 2019-281250 bbox=[671, 490, 887, 507]
legal-notice bbox=[449, 270, 665, 346]
notice-title: FICTITIOUS BUSINESS NAME STATEMENT FILE NO. 2019-279617 bbox=[6, 1029, 222, 1046]
notice-publication-dates: Publish: Mountain View News Dates: NOV 02, 09, 16, 23, 2019 bbox=[671, 307, 852, 316]
publication-name: Mountain View News bbox=[911, 36, 1043, 51]
notice-title: FICTITIOUS BUSINESS NAME STATEMENT FILE NO. 2019-281881 bbox=[449, 269, 666, 286]
notice-body: The following person(s) is (are) doing business as: MIDAS BRAND GROUP. 4653 WEST 112TH ST STE 240, LOS ANGELES, CA 90015. Full name of registrant(s) is (are) CHELIL HUB, 1431 WEST 11TH ST STE 240, LOS ANGELES, CA 90015. This Business is conducted by: AN INDIVIDUAL. Signed: CHELIL HUB. This statement was filed with the County Clerk of Los Angeles County on 10/21/2019. bbox=[449, 633, 666, 681]
notice-publication-dates: Publish: Mountain View News NOV 2, 9, 16, 23, 2019 bbox=[1114, 713, 1269, 722]
notice-body: The following person(s) is (are) doing business as: SAN PEDRO AUTO REPAIR. 1223 ATLANTIC AV APT 228, LONG BEACH, CA 90813. Full name of registrant(s) is (are) MARI TANI RAMIREZ GARIBAY. This Business is conducted by: AN INDIVIDUAL. Signed: MARI TANI RAMIREZ GARIBAY. bbox=[671, 735, 887, 775]
notice-title: FICTITIOUS BUSINESS NAME STATEMENT FILE NO. 2019287694 bbox=[1114, 464, 1330, 474]
page-footer bbox=[0, 2491, 1470, 2520]
notice-publication-dates: Publish: Mountain View News Dates: NOV 02, 09, 16, 23, 2019 bbox=[892, 513, 1073, 522]
notice-body: The following person(s) is (are) doing business as: DELUXE NAIL SPA. 4140 RAYE AVE, WEST HILLS, CA 91367. This Business is conducted by: A MARRIED COUPLE. Signed: TRONG HUU, OWNER. bbox=[1114, 690, 1331, 715]
notice-body: The following person(s) is (are) doing business as: PAUL GEORGE ELITE BASKETBALL. 22913 COVELLO ST WEST HILLS, CA 91307. This Business is conducted by: AN INDIVIDUAL. Signed: BYRON M. BOWMAN, OWNER. bbox=[1114, 289, 1331, 321]
notice-title: FICTITIOUS BUSINESS NAME STATEMENT FILE NO. 2019287105 bbox=[1114, 405, 1330, 415]
footer-paper: Mountain View News bbox=[0, 2496, 151, 2514]
notice-publication-dates: Publish: Mountain View News Dates: NOV 02, 09, 16, 23, 2019 bbox=[671, 905, 852, 914]
legal-notice bbox=[1114, 574, 1330, 621]
notice-publication-dates: Publish: Mountain View News Dates: NOV 02, 09, 16, 23, 2019 bbox=[449, 842, 630, 851]
notice-title: FICTITIOUS BUSINESS NAME STATEMENT FILE NO. 2019293190 bbox=[6, 330, 221, 339]
notice-publication-dates: Publish: Mountain View News NOV 9, 16, 23, 30, 2019 bbox=[6, 309, 163, 319]
notice-publication-dates: Publish: Mountain View News NOV 2, 9, 16, 23, 2019 bbox=[892, 645, 1047, 655]
legal-notice bbox=[1114, 524, 1330, 562]
notice-publication-dates: Publish: Mountain View News Dates: NOV 02, 09, 16, 23, 2019 bbox=[227, 572, 408, 582]
masthead-subline bbox=[912, 36, 1241, 51]
legal-notice bbox=[449, 790, 665, 851]
notice-body: The following person(s) is (are) doing business as: REEL PHOTOGRAPHY. 2605 ANZA AVE #3, TORRANCE, CA 90505. Full name of registrant(s) is (are) NATHANIEL SKIPPS. This Business is conducted by: AN INDIVIDUAL. Signed: NATHANIEL SKIPPS. This statement was filed with the County Clerk of Los Angeles County on 10/23/2019. bbox=[671, 587, 887, 626]
notice-title: FICTITIOUS BUSINESS NAME STATEMENT FILE NO. 2019287284 bbox=[1114, 281, 1330, 290]
legal-notice bbox=[228, 61, 444, 199]
notice-body: The following person(s) is (are) doing business as: ME DESIGN. 163 N HOLLISTON AV, PASADENA, CA 91106. Full name of registrant(s) is (are) EARLENE MAE JENNINGS, 163 N HOLLISTON AVE, PASADENA, CA 91106. This Business is conducted by: AN INDIVIDUAL. Signed: EARLENE MARIE JENNINGS. This statement was filed with the County Clerk of Los Angeles County on 10/23/2019. bbox=[449, 551, 666, 599]
notice-title: FICTITIOUS BUSINESS NAME STATEMENT FILE NO. 2019293356 bbox=[6, 195, 221, 204]
notice-publication-dates: Publish: Mountain View News NOV 2, 9, 16, 23, 2019 bbox=[1114, 128, 1269, 138]
legal-notice bbox=[1114, 683, 1330, 721]
notice-body: The following person(s) is (are) doing business as: PINK ALYSSA'S. 9655 ORION AV, NORTH HILLS, CA 91343. This Business is conducted by: GENERAL PARTNERSHIP. Signed: YARIZA LOPEZ. bbox=[1114, 530, 1331, 554]
notice-publication-dates: Publish: Mountain View News Dates: NOV 02, 09, 16, 23, 2019 bbox=[6, 1512, 187, 1521]
legal-notice bbox=[6, 196, 222, 320]
notice-title: FICTITIOUS BUSINESS NAME STATEMENT FILE NO. 2019-280484 bbox=[671, 164, 887, 181]
notice-title: FICTITIOUS BUSINESS NAME STATEMENT FILE NO. 2019-282256 bbox=[6, 887, 222, 904]
notice-body: The following person(s) is (are) doing business as: SIMPLY SKN. 340 S LEMON AVE #4658, WALNUT, CA 91789. Full name of registrant(s) is (are) DAVID D LIU, 340 S LEMON AVE #4658, WALNUT, CA 91789. This Business is conducted by: AN INDIVIDUAL. Signed: DAVID D LIU. This statement was filed with the County Clerk of Los Angeles County on 10/23/2019. The registrant(s) has (have) commenced to transact business under the fictitious business name or names listed above on N/A. NOTICE- This Fictitious Name Statement expires five years from the date it was filed in the office of the County Clerk. bbox=[892, 75, 1109, 145]
notice-title: FICTITIOUS BUSINESS NAME STATEMENT FILE NO. 2019-282096 bbox=[449, 447, 666, 464]
notice-publication-dates: Publish: Mountain View News Dates: NOV 02, 09, 16, 23, 2019 bbox=[227, 1274, 408, 1283]
notice-body: The following person(s) is (are) doing business as: NICO PARTY RENTAL. 15612 STAGG ST, NORTH HILLS, CA 91343. Full name of registrant(s) is (are) MARIA ARMENTA. This Business is conducted by: AN INDIVIDUAL. Signed: MARIA ARMENTA, OWNER. bbox=[892, 747, 1109, 779]
legal-notice bbox=[893, 666, 1109, 728]
notice-title: FICTITIOUS BUSINESS NAME STATEMENT FILE NO. 2019281997 bbox=[1114, 522, 1330, 532]
notice-body: The following person(s) is (are) doing business as: NERZ CONSTRUCTION. 8008 LEMONA AVE SHERMAN OAKS, CA 91402. Full name of registrant(s) is (are) KHOSROW MEHRZADI, 8008 LEMONA AVE SHERMAN OAKS, CA 91402. This Business is conducted by: INDIVIDUAL. Signed: KHOSROW MEHRZADI, OWNER. This statement was filed with the County Clerk of Los Angeles County on 11/6/2019. The registrant(s) has (have) commenced to transact business under the fictitious business name or names listed above on N/A. NOTICE- This Fictitious Name Statement expires five years from the date it was filed in the office of the County Clerk. A new Fictitious Business Name Statement must be filed prior to that date. The filing of this statement does not of itself authorize the use in this state of a Fictitious Business Name in violation of the rights of another under Federal, State, or common law (See section 14411 et seq. Business and Professions Code) bbox=[6, 338, 222, 447]
notice-column bbox=[6, 61, 222, 2487]
notice-publication-dates: Publish: Mountain View News Dates: NOV 02, 09, 16, 23, 2019 bbox=[449, 515, 630, 525]
notice-publication-dates: Publish: Mountain View News Dates: NOV 02, 09, 16, 23, 2019 bbox=[449, 249, 630, 258]
notice-title: FICTITIOUS BUSINESS NAME STATEMENT FILE NO. 2019274779 bbox=[6, 608, 221, 618]
legal-notice bbox=[671, 247, 887, 316]
footer-website: Website: www.mtnviewsnews.com bbox=[1224, 2496, 1470, 2514]
notice-body: The following person(s) is (are) doing business as: BEACH TO HILLS HOMES. 17051 JUNINA DRIVE, WHITTIER, CA 90603. Full name of registrant(s) is (are) SHANNON BROWN REAL ESTATE GROUP INC, 17051 JUNINA DRIVE, WHITTIER, CA 90603. This Business is conducted by: A CORPORATION. Signed: SHANNON COLETTE BROWN. This statement was filed with the County Clerk of Los Angeles County on 10/18/2019. The registrant(s) has (have) commenced to transact business under the fictitious business name or names listed above on N/A. NOTICE- This Fictitious Name Statement expires five years from the date it was filed in the office of the County Clerk. A new Fictitious Business Name Statement must be filed prior to that date. The filing of this statement does not of itself authorize the use in this state of a Fictitious Business Name in violation of the rights of another under Federal, State, or common law (See section 14411 et seq. Business and Professions Code) bbox=[6, 758, 222, 868]
legal-notice bbox=[1114, 282, 1330, 328]
notices-columns bbox=[6, 61, 1330, 2487]
notice-title: FICTITIOUS BUSINESS NAME STATEMENT FILE NO. 2019-280999 bbox=[671, 408, 887, 425]
notice-body: The following person(s) is (are) doing business as: LOS ANGELES BUSINESS SOLUTIONS. 1414 FRIAR ST SUITE 236, VAN NUYS, CA 91411. This Business is conducted by: A MARRIED COUPLE. Signed: STACY TORRES, WIFE. bbox=[1114, 472, 1331, 504]
legal-notice bbox=[671, 572, 887, 634]
legal-notice bbox=[228, 339, 444, 470]
notice-title: FICTITIOUS BUSINESS NAME STATEMENT FILE NO. 2019-282125 bbox=[671, 571, 887, 588]
legal-notice bbox=[449, 173, 665, 257]
notice-publication-dates: Publish: Mountain View News Dates: NOV 02, 09, 16, 23, 2019 bbox=[892, 225, 1073, 234]
notice-publication-dates: Publish: Mountain View News Dates: NOV 02, 09, 16, 23, 2019 bbox=[227, 805, 408, 814]
notice-title: FICTITIOUS BUSINESS NAME STATEMENT FILE NO. 2019-280118 bbox=[6, 1187, 222, 1204]
notice-body: The following person(s) is (are) doing business as: SUNRISE REALTORS. 1763 ELIZABETH ST, PASADENA, CA 91104. Full name of registrant(s) is (are) SAMAN BARSOUMIAN, 1763 ELIZABETH ST, PASADENA, CA 91104. This Business is conducted by: AN INDIVIDUAL. Signed: ARPI BARSOUMIAN. This statement was filed with the County Clerk of Los Angeles County on 10/17/2019. bbox=[892, 179, 1109, 227]
notice-title: FICTITIOUS BUSINESS NAME STATEMENT FILE NO. 2019-281321 bbox=[892, 60, 1109, 77]
notice-publication-dates: Publish: Mountain View News Dates: NOV 02, 09, 16, 23, 2019 bbox=[227, 1200, 408, 1209]
notice-title: FICTITIOUS BUSINESS NAME STATEMENT FILE NO. 2019-282458 bbox=[892, 467, 1109, 484]
notice-column bbox=[671, 61, 887, 2487]
legal-notice bbox=[893, 247, 1109, 316]
notice-title: FICTITIOUS BUSINESS NAME STATEMENT FILE NO. 2019285472 bbox=[892, 797, 1107, 807]
notice-title: FICTITIOUS BUSINESS NAME STATEMENT FILE NO. 2019284535 bbox=[1114, 222, 1330, 232]
notice-publication-dates: Publish: Mountain View News NOV 02, 09, 16, 23, 2019 bbox=[6, 1009, 167, 1018]
notice-title: FICTITIOUS BUSINESS NAME STATEMENT FILE NO. 2019-282084 bbox=[449, 536, 666, 553]
notice-title: FICTITIOUS BUSINESS NAME STATEMENT FILE NO. 2019-282225 bbox=[449, 172, 666, 189]
notice-title: FILE NO. 2019287286 bbox=[892, 599, 962, 608]
notice-title: FICTITIOUS BUSINESS NAME STATEMENT FILE NO. 2019-282317 bbox=[892, 401, 1109, 418]
issue-date: Saturday, November 23, 2019 bbox=[1057, 36, 1241, 51]
notice-body: The following person(s) is (are) doing business as: WHICH PROMOS. 10520 DOLAN AVE, DOWNEY, CA 90241. Full name of registrant(s) is (are) CRISTINA VEGA JOHNSON. This Business is conducted by: AN INDIVIDUAL. Signed: CRISTINA VEGA JOHNSON. bbox=[892, 482, 1109, 514]
notice-publication-dates: Publish: Mountain View News Dates: NOV 02, 09, 16, 23, 2019 bbox=[892, 144, 1073, 154]
notice-title: FICTITIOUS BUSINESS NAME STATEMENT FILE NO. 2019-279175 bbox=[671, 245, 887, 263]
notice-publication-dates: Publish: Mountain View News Dates: NOV 02, 09, 16, 23, 2019 bbox=[227, 1014, 408, 1023]
masthead-banner bbox=[6, 6, 1249, 53]
notice-title: FICTITIOUS BUSINESS NAME STATEMENT FILE NO. 2019-279120 bbox=[671, 60, 887, 77]
legal-notice bbox=[228, 482, 444, 582]
legal-notice bbox=[449, 863, 665, 924]
legal-notice bbox=[228, 594, 444, 694]
notice-body: The following person(s) is (are) doing business as: INFINITY AUTO GROUP. 9543 GALLANT ST, BELL GARDENS, CA 90201. Full name of registrant(s) is (are) JUAN SOLIS MARTINEZ, 9543 GALLANT ST, BELL GARDENS, CA 90201. This Business is conducted by: AN INDIVIDUAL. Signed: JUAN SOLIS MARTINEZ. This statement was filed with the County Clerk of Los Angeles County on 10/23/2019. The registrant(s) has (have) commenced to transact business under the fictitious business name or names listed above on N/A. bbox=[227, 952, 444, 1016]
notice-body: The following person(s) is (are) doing business as: RAFAEL MOSA HAIR. 17914 WOODRUFF AVE, BELLFLOWER, CA 90706. Mailing address: 1647 PINNER AVE, WILMINGTON, CA 90744. Full name of registrant(s) is (are) RAFAEL JUNIOR MORA. This Business is conducted by: AN INDIVIDUAL. Signed: RAFAEL JUNIOR MORA. This statement was filed with the County Clerk of Los Angeles County on 10/18/2019. bbox=[671, 261, 887, 308]
notice-publication-dates: Publish: Mountain View News NOV 2, 9, 16, 23, 2019 bbox=[892, 777, 1047, 787]
notice-publication-dates: Publish: Mountain View News NOV 2, 9, 16, 23, 2019 bbox=[1114, 552, 1269, 562]
notice-body: The following person(s) is (are) doing business as: ARTIST ARMAN. 7033 BLOOMINGTON AVE, BURBANK, CA 91504. Full name of registrant(s) is (are) ARMAN ARAKELYAN. This Business is conducted by: AN INDIVIDUAL. Signed: ARMAN ARAKELYAN, OWNER. bbox=[1114, 413, 1331, 445]
